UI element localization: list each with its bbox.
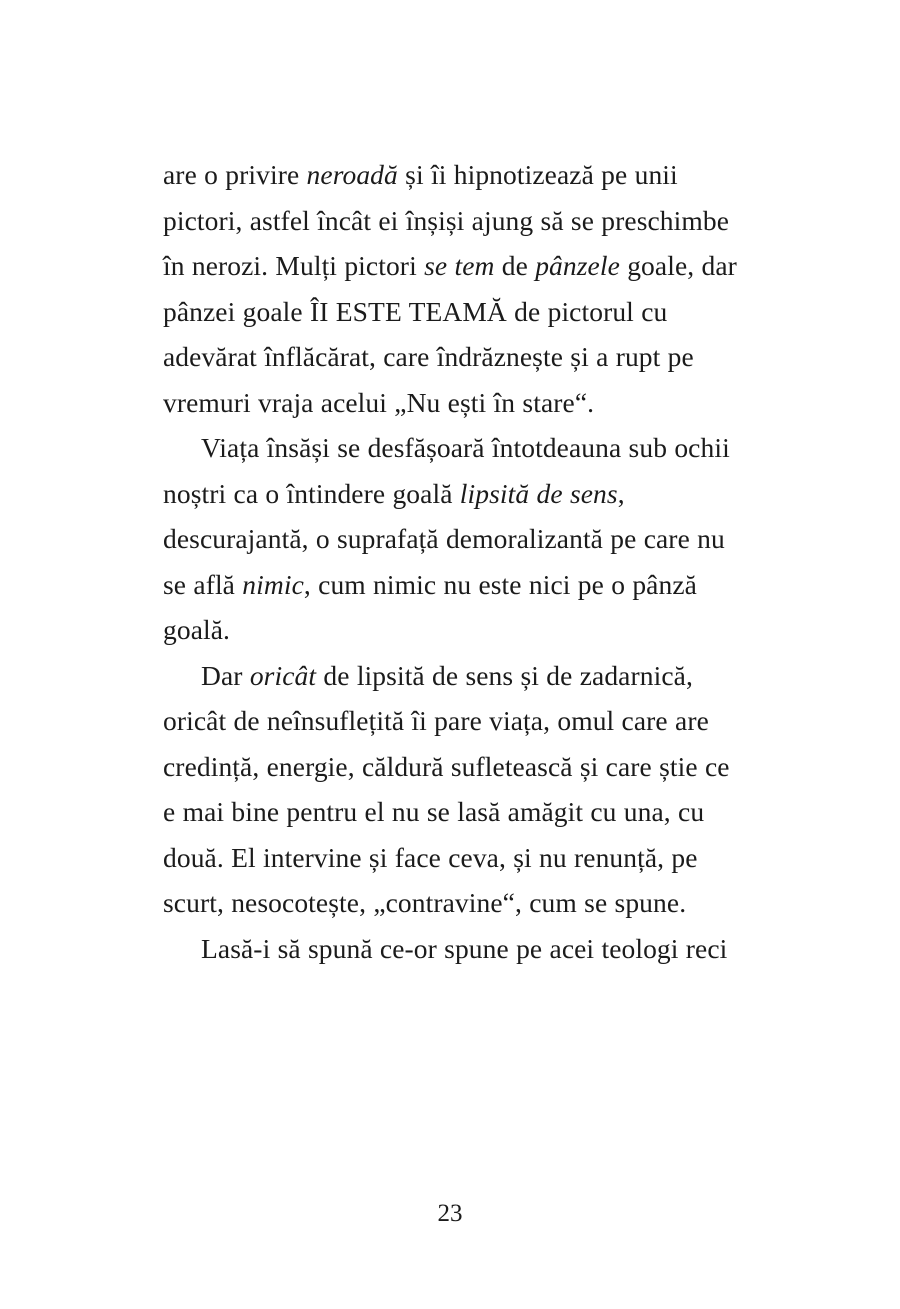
body-text xyxy=(163,152,743,971)
text-run: de lipsită de sens și de zadarnică, oricât de neînsuflețită îi pare viața, omul care are credință, energie, căldură sufletească și care știe ce e mai bine pentru el nu se lasă amăgit cu una, cu două. El intervine și face ceva, și nu renunță, pe scurt, nesocotește, „contravine“, cum se spune. xyxy=(163,659,730,918)
text-run: goale, dar pânzei goale ÎI ESTE TEAMĂ de pictorul cu adevărat înflăcărat, care îndrăznește și a rupt pe vremuri vraja acelui „Nu ești în stare“. xyxy=(163,250,737,418)
emphasis-run: nimic xyxy=(242,568,304,600)
paragraph xyxy=(163,926,743,972)
text-run: , descurajantă, o suprafață demoralizantă pe care nu se află xyxy=(163,477,725,600)
text-run: are o privire xyxy=(163,159,307,190)
emphasis-run: lipsită de sens xyxy=(459,477,618,509)
text-run: de xyxy=(494,250,536,281)
text-run: , cum nimic nu este nici pe o pânză goală. xyxy=(163,568,697,645)
text-run: Lasă-i să spună ce-or spune pe acei teologi reci xyxy=(201,932,728,964)
paragraph xyxy=(163,425,743,653)
text-run: Dar xyxy=(201,659,250,691)
emphasis-run: neroadă xyxy=(306,159,398,190)
emphasis-run: pânzele xyxy=(535,250,620,281)
paragraph xyxy=(163,653,743,926)
text-run: și îi hipnotizează pe unii pictori, astfel încât ei înșiși ajung să se preschimbe în nerozi. Mulți pictori xyxy=(163,159,730,281)
text-run: Viața însăși se desfășoară întotdeauna sub ochii noștri ca o întindere goală xyxy=(163,432,730,509)
page-number: 23 xyxy=(437,1200,463,1227)
emphasis-run: oricât xyxy=(249,659,317,691)
paragraph xyxy=(163,152,743,425)
emphasis-run: se tem xyxy=(424,250,495,281)
